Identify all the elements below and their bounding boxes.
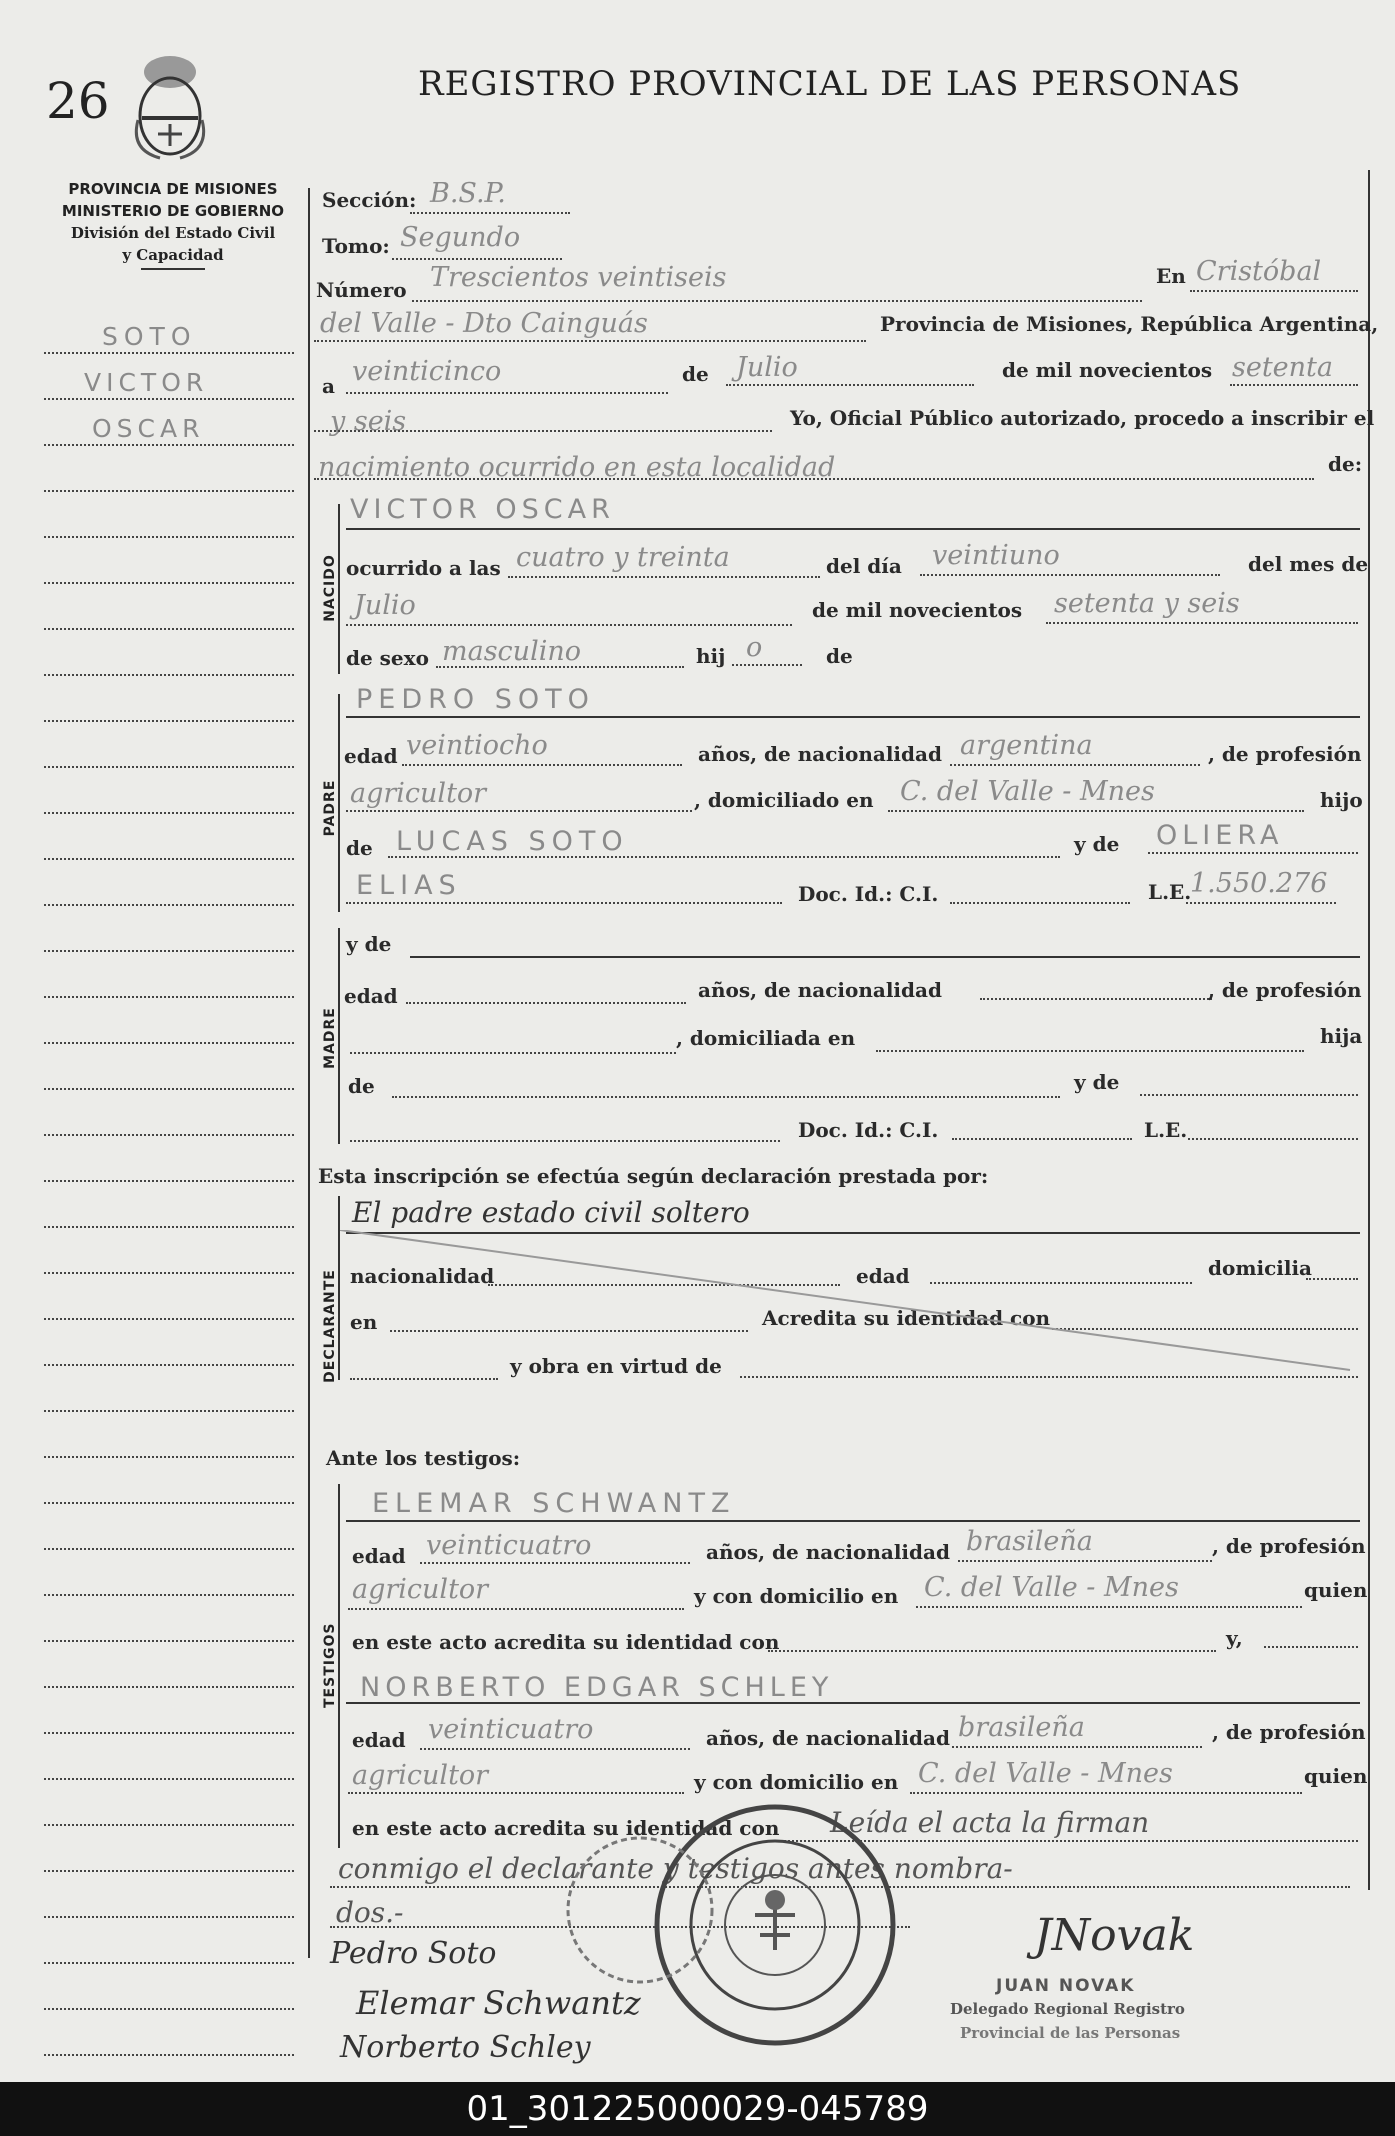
acto-value: nacimiento ocurrido en esta localidad [318,452,836,483]
nacido-de-label: de [826,644,853,668]
padre-y-de-label: y de [1074,832,1120,856]
margin-line [44,490,294,492]
margin-line [44,398,294,400]
padre-mother-value-2: ELIAS [356,870,462,901]
padre-prof-label: , de profesión [1208,742,1362,766]
margin-line [44,720,294,722]
archive-code-footer: 01_301225000029-045789 [0,2082,1395,2136]
padre-nac-label: años, de nacionalidad [698,742,942,766]
testigo1-prof-value: agricultor [352,1574,489,1605]
madre-doc-label: Doc. Id.: C.I. [798,1118,939,1142]
declarante-domicilia-label: domicilia [1208,1256,1313,1280]
org-line-4: y Capacidad [122,246,224,264]
mil-novecientos-label-2: de mil novecientos [812,598,1023,622]
testigo1-y-label: y, [1226,1626,1243,1650]
testigo1-edad-label: edad [352,1544,406,1568]
signature-3: Norberto Schley [340,2030,591,2065]
testigo1-nac-label: años, de nacionalidad [706,1540,950,1564]
margin-note-line-3: OSCAR [92,414,205,443]
margin-line [44,1318,294,1320]
margin-line [44,1180,294,1182]
madre-y-de-label: y de [346,932,392,956]
testigo2-quien-label: quien [1304,1764,1368,1788]
a-label: a [322,374,335,398]
madre-le-label: L.E. [1144,1118,1188,1142]
padre-name-value: PEDRO SOTO [356,684,595,715]
madre-de-label: de [348,1074,375,1098]
testigo1-dom-value: C. del Valle - Mnes [924,1572,1179,1603]
padre-de-label: de [346,836,373,860]
main-left-rule [308,188,310,1958]
margin-line [44,1640,294,1642]
coat-of-arms-icon [130,50,210,169]
signature-1: Pedro Soto [330,1936,497,1971]
declarante-cancel-stroke [340,1230,1360,1380]
testigo2-nac-label: años, de nacionalidad [706,1726,950,1750]
testigo1-prof-label: , de profesión [1212,1534,1366,1558]
margin-line [44,1732,294,1734]
yo-oficial-text: Yo, Oficial Público autorizado, procedo a inscribir el [790,406,1375,430]
padre-edad-label: edad [344,744,398,768]
section-testigos: TESTIGOS [322,1622,338,1708]
margin-line [44,582,294,584]
padre-edad-value: veintiocho [406,730,548,761]
testigo1-edad-value: veinticuatro [426,1530,592,1561]
testigos-intro: Ante los testigos: [326,1446,521,1470]
place-value: del Valle - Dto Cainguás [320,308,648,339]
madre-y-de2-label: y de [1074,1070,1120,1094]
madre-edad-label: edad [344,984,398,1008]
margin-line [44,1410,294,1412]
signature-2: Elemar Schwantz [356,1984,641,2022]
margin-line [44,1916,294,1918]
declarante-obra-label: y obra en virtud de [510,1354,722,1378]
margin-line [44,996,294,998]
madre-hija-label: hija [1320,1024,1363,1048]
org-line-3: División del Estado Civil [70,224,276,242]
testigo2-prof-label: , de profesión [1212,1720,1366,1744]
testigo2-prof-value: agricultor [352,1760,489,1791]
folio-number: 26 [46,72,110,130]
padre-dom-value: C. del Valle - Mnes [900,776,1155,807]
margin-line [44,1134,294,1136]
testigo2-edad-label: edad [352,1728,406,1752]
padre-dom-label: , domiciliado en [694,788,874,812]
testigo2-acredita-label: en este acto acredita su identidad con [352,1816,780,1840]
testigo2-edad-value: veinticuatro [428,1714,594,1745]
anio-value: setenta y seis [1054,588,1240,619]
padre-hijo-label: hijo [1320,788,1363,812]
madre-prof-label: , de profesión [1208,978,1362,1002]
sexo-label: de sexo [346,646,429,670]
section-padre: PADRE [322,779,338,837]
padre-mother-value: OLIERA [1156,820,1284,851]
seccion-value: B.S.P. [430,178,506,209]
mil-novecientos-label: de mil novecientos [1002,358,1213,382]
margin-line [44,2054,294,2056]
madre-dom-label: , domiciliada en [676,1026,856,1050]
org-block [48,178,298,270]
official-name: JUAN NOVAK [996,1976,1136,1996]
margin-line [44,1272,294,1274]
declarante-edad-label: edad [856,1264,910,1288]
declarante-intro: Esta inscripción se efectúa según declaración prestada por: [318,1164,989,1188]
dia-label: del día [826,554,902,578]
testigo1-name-value: ELEMAR SCHWANTZ [372,1488,736,1519]
margin-line [44,1042,294,1044]
section-madre: MADRE [322,1007,338,1069]
testigo2-dom-value: C. del Valle - Mnes [918,1758,1173,1789]
en-label: En [1156,264,1186,288]
year-value: setenta [1232,352,1333,383]
testigo1-nac-value: brasileña [966,1526,1093,1557]
margin-line [44,1686,294,1688]
margin-line [44,1962,294,1964]
margin-line [44,1594,294,1596]
document-title: REGISTRO PROVINCIAL DE LAS PERSONAS [418,64,1242,104]
dia-value: veintiuno [932,540,1060,571]
hora-value: cuatro y treinta [516,542,730,573]
en-value: Cristóbal [1196,256,1322,287]
margin-line [44,1456,294,1458]
padre-nac-value: argentina [960,730,1093,761]
margin-line [44,352,294,354]
margin-line [44,2008,294,2010]
tomo-label: Tomo: [322,234,390,258]
testigo2-name-value: NORBERTO EDGAR SCHLEY [360,1672,834,1703]
tomo-value: Segundo [400,222,521,253]
nacido-name-value: VICTOR OSCAR [350,494,615,525]
provincia-text: Provincia de Misiones, República Argentina, [880,312,1379,336]
margin-line [44,1870,294,1872]
margin-line [44,904,294,906]
day-value: veinticinco [352,356,502,387]
month-value: Julio [736,352,798,383]
de-label: de [682,362,709,386]
margin-note-line-1: SOTO [102,322,197,351]
margin-line [44,536,294,538]
margin-line [44,1364,294,1366]
padre-father-value: LUCAS SOTO [396,826,629,857]
testigo2-dom-label: y con domicilio en [694,1770,899,1794]
margin-line [44,1548,294,1550]
seccion-label: Sección: [322,188,417,212]
numero-label: Número [316,278,407,302]
org-line-2: MINISTERIO DE GOBIERNO [61,202,285,220]
mes-value: Julio [354,590,416,621]
official-title-2: Provincial de las Personas [960,2024,1181,2042]
declarante-en-label: en [350,1310,378,1334]
margin-note-line-2: VICTOR [84,368,209,397]
testigo1-quien-label: quien [1304,1578,1368,1602]
margin-line [44,950,294,952]
ocurrido-label: ocurrido a las [346,556,501,580]
padre-le-value: 1.550.276 [1190,868,1328,899]
testigo1-dom-label: y con domicilio en [694,1584,899,1608]
de-colon-label: de: [1328,452,1363,476]
testigo2-nac-value: brasileña [958,1712,1085,1743]
declarante-value: El padre estado civil soltero [352,1196,750,1229]
margin-line [44,858,294,860]
madre-nac-label: años, de nacionalidad [698,978,942,1002]
official-title-1: Delegado Regional Registro [950,2000,1185,2018]
margin-line [44,1226,294,1228]
margin-line [44,444,294,446]
margin-line [44,1824,294,1826]
declarante-acredita-label: Acredita su identidad con [762,1306,1051,1330]
padre-le-label: L.E. [1148,880,1192,904]
padre-doc-label: Doc. Id.: C.I. [798,882,939,906]
margin-line [44,674,294,676]
closing-value-2: conmigo el declarante y testigos antes nombra- [338,1852,1013,1885]
hij-label: hij [696,644,726,668]
round-stamp-left [560,1830,720,1994]
padre-prof-value: agricultor [350,778,487,809]
margin-line [44,766,294,768]
margin-line [44,812,294,814]
mes-label: del mes de [1248,552,1369,576]
numero-value: Trescientos veintiseis [430,262,727,293]
testigo1-acredita-label: en este acto acredita su identidad con [352,1630,780,1654]
sexo-value: masculino [442,636,581,667]
hij-value: o [746,632,763,663]
closing-value-3: dos.- [336,1896,404,1929]
margin-line [44,1778,294,1780]
year-value-2: y seis [330,406,407,437]
declarante-nac-label: nacionalidad [350,1264,495,1288]
margin-line [44,1502,294,1504]
margin-line [44,628,294,630]
official-signature: JNovak [1034,1910,1195,1961]
section-declarante: DECLARANTE [322,1269,338,1383]
closing-value: Leída el acta la firman [830,1806,1150,1839]
margin-line [44,1088,294,1090]
section-nacido: NACIDO [322,554,338,622]
org-line-1: PROVINCIA DE MISIONES [68,180,278,198]
